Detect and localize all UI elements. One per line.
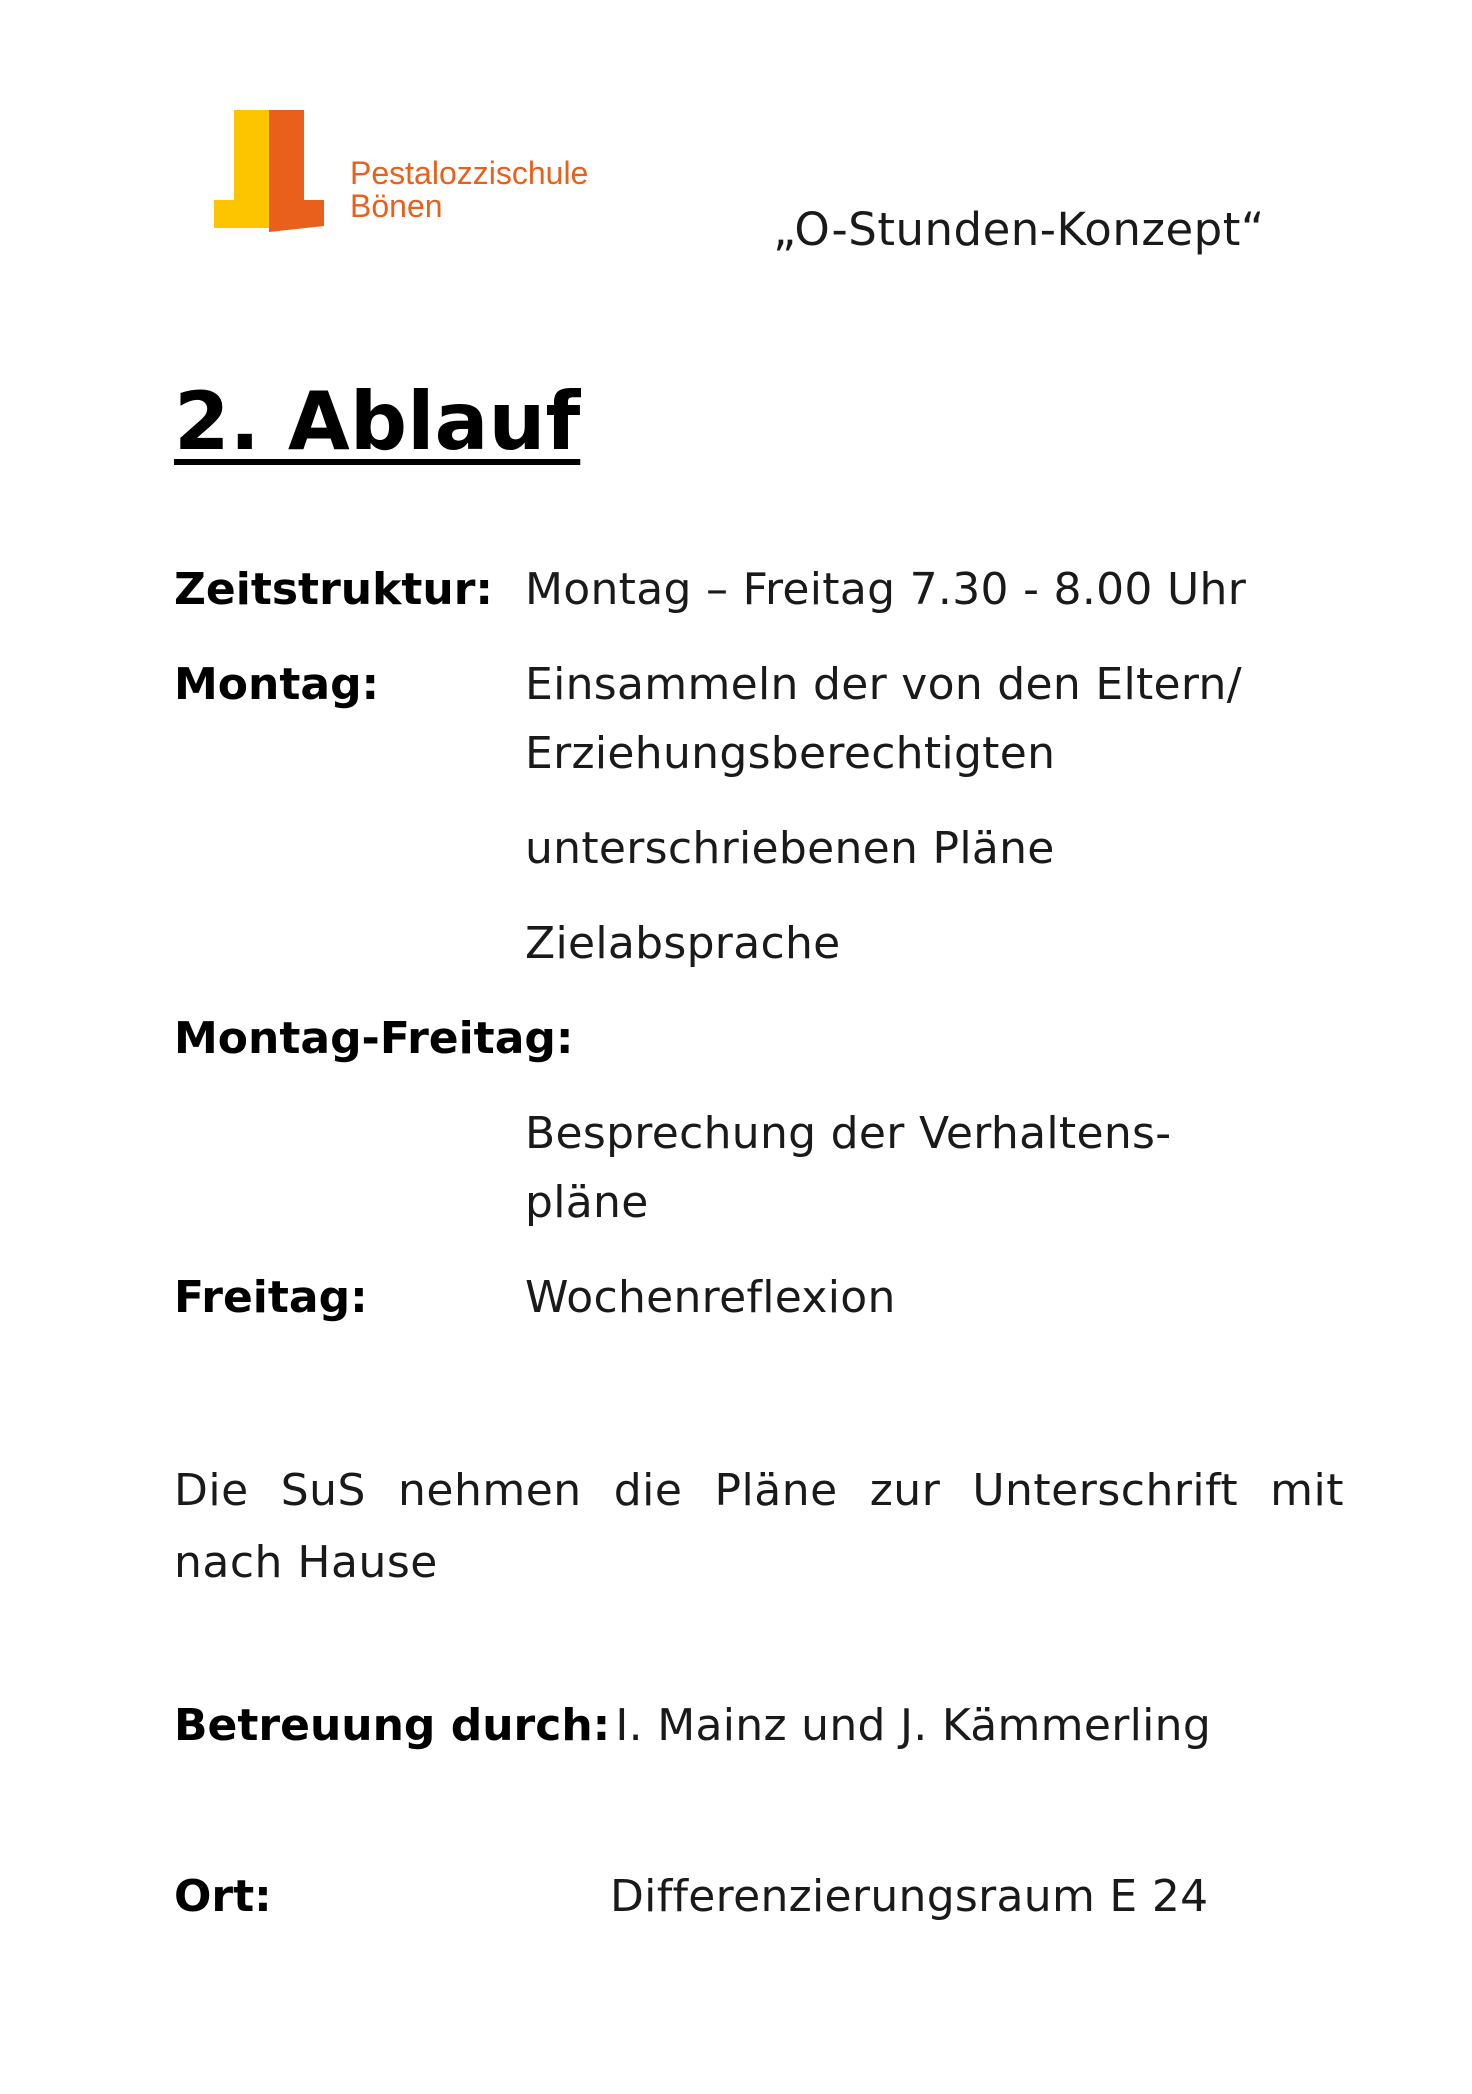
- zeitstruktur-value: Montag – Freitag 7.30 - 8.00 Uhr: [525, 564, 1247, 615]
- logo-text-line2: Bönen: [350, 188, 443, 224]
- montag-line: unterschriebenen Pläne: [525, 823, 1055, 874]
- betreuung-value: I. Mainz und J. Kämmerling: [615, 1700, 1212, 1751]
- montag-freitag-line: pläne: [525, 1177, 649, 1228]
- note-paragraph: [174, 1455, 1344, 1599]
- montag-line: Einsammeln der von den Eltern/: [525, 659, 1242, 710]
- betreuung-row: [174, 1700, 1211, 1751]
- ort-label: Ort:: [174, 1871, 272, 1922]
- zeitstruktur-label: Zeitstruktur:: [174, 564, 494, 615]
- note-line: nach Hause: [174, 1537, 438, 1588]
- betreuung-label: Betreuung durch:: [174, 1700, 611, 1751]
- montag-label: Montag:: [174, 659, 380, 710]
- montag-freitag-line: Besprechung der Verhaltens-: [525, 1108, 1172, 1159]
- logo-text-line1: Pestalozzischule: [350, 155, 589, 191]
- document-title: „O-Stunden-Konzept“: [773, 203, 1265, 256]
- montag-line: Zielabsprache: [525, 918, 841, 969]
- freitag-value: Wochenreflexion: [525, 1272, 896, 1323]
- ort-value: Differenzierungsraum E 24: [610, 1871, 1209, 1922]
- school-logo-icon: [212, 110, 326, 232]
- note-line: Die SuS nehmen die Pläne zur Unterschrift mit: [174, 1465, 1344, 1516]
- montag-freitag-label: Montag-Freitag:: [174, 1013, 574, 1064]
- montag-line: Erziehungsberechtigten: [525, 728, 1056, 779]
- section-heading: 2. Ablauf: [174, 375, 581, 468]
- freitag-label: Freitag:: [174, 1272, 368, 1323]
